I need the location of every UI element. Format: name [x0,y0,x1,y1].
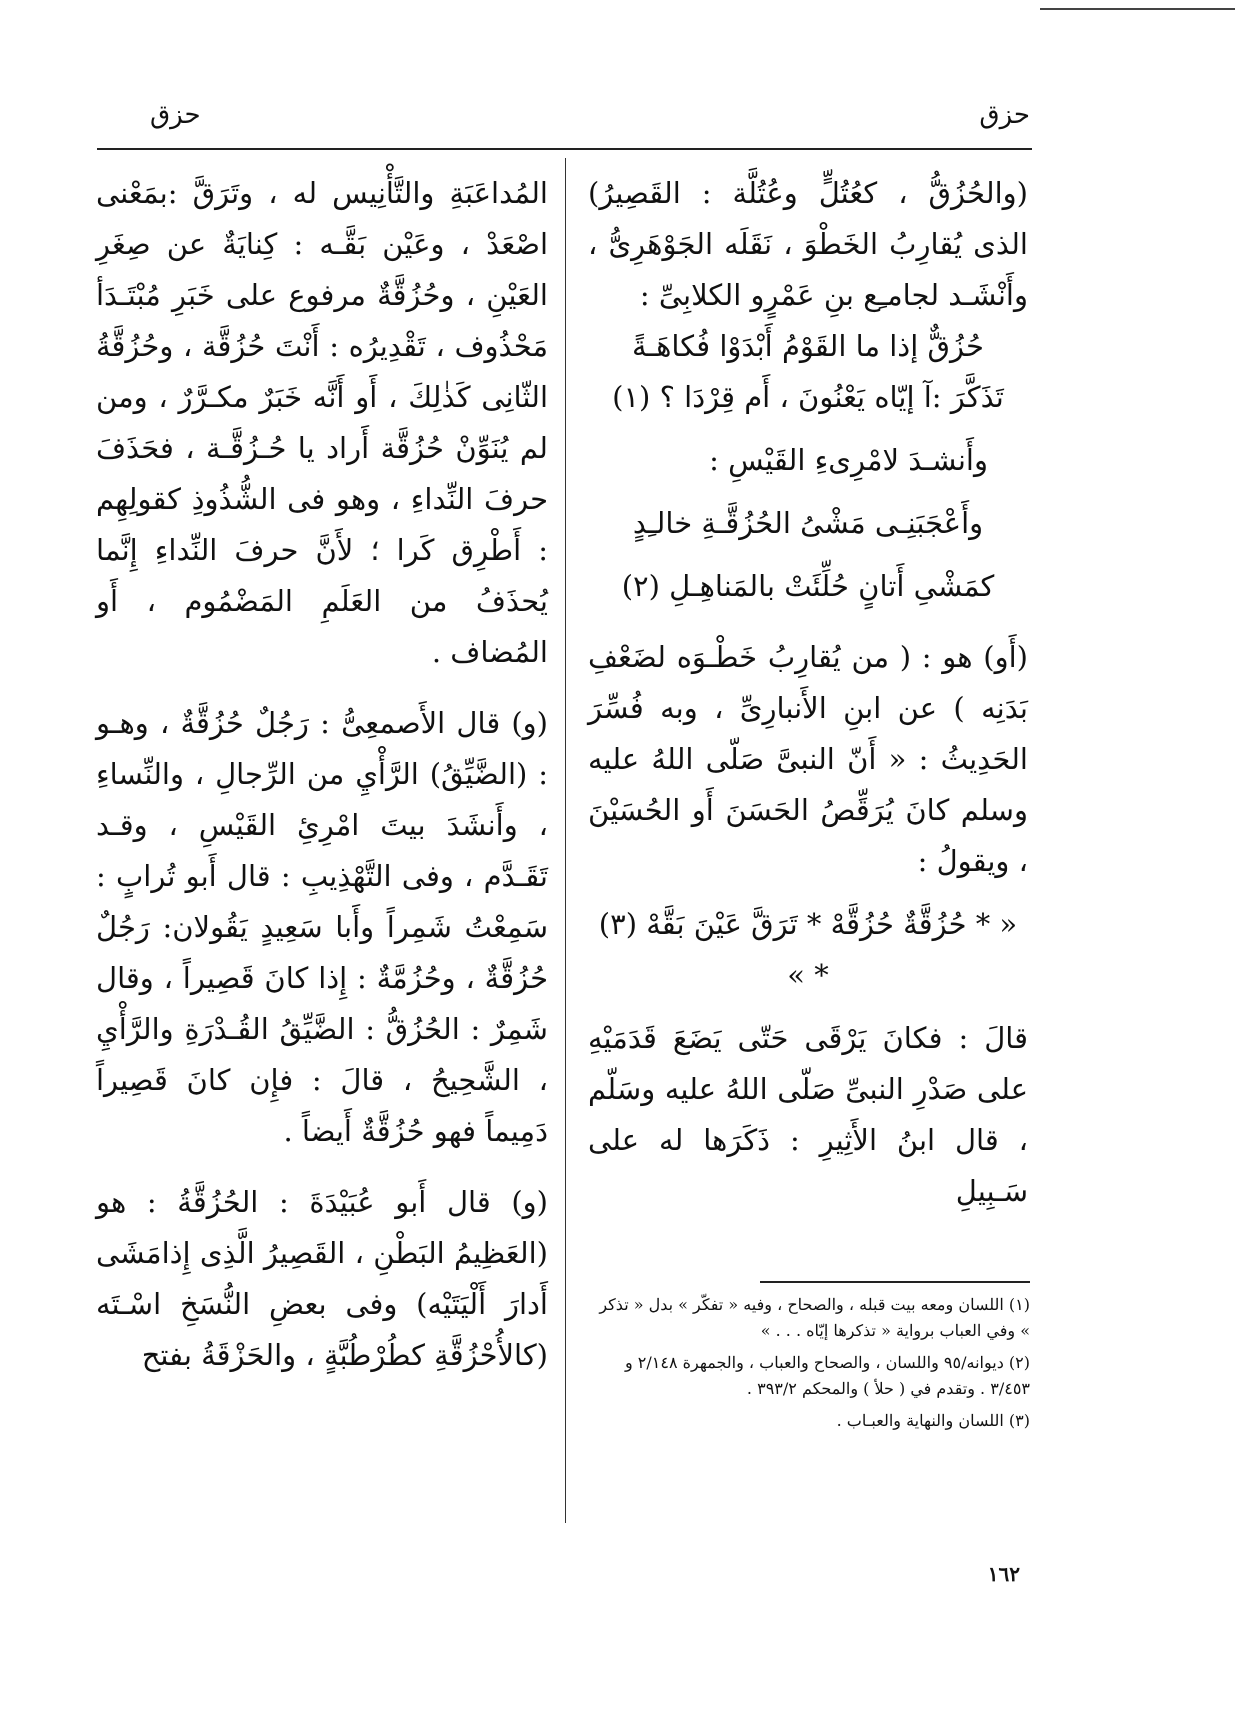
right-column [588,168,1028,1217]
footnote-2: (٢) ديوانه/٩٥ واللسان ، والصحاح والعباب ، والجمهرة ٢/١٤٨ و ٣/٤٥٣ . وتقدم في ( حلأ ) والمحكم ٣٩٣/٢ . [624,1353,1030,1398]
paragraph-abu-ubayda: (و) قال أَبو عُبَيْدَةَ : الحُزُقَّةُ : هو (العَظِيمُ البَطْنِ ، القَصِيرُ الَّذِى إِذامَشَى أَدارَ أَلْيَتَيْه) وفى بعضِ النُّسَخِ اسْـتَه (كالأُحْزُقَّةِ كطُرْطُبَّةٍ ، والحَزْقَةُ بفتح [96,1185,548,1372]
verse-1-second-hemistich: تَذَكَّرَ :آ إيّاه يَعْنُونَ ، أَم قِرْدَا ؟ (١) [612,380,1004,414]
footnotes [588,1292,1030,1440]
page-number: ١٦٢ [987,1562,1020,1586]
header-rule [97,148,1032,150]
verse-2-second-hemistich: كمَشْىِ أَتانٍ حُلِّئَتْ بالمَناهِـلِ (٢) [621,569,995,603]
entry-intro: (والحُزُقُّ ، كعُتُلٍّ وعُتُلَّة : القَصِيرُ) الذى يُقارِبُ الخَطْوَ ، نَقَلَه الجَوْهَرِىُّ ، وأَنْشَـد لجامـِع بنِ عَمْرٍو الكلابِىِّ : [588,176,1028,312]
verse-2-first-hemistich: وأَعْجَبَنِـى مَشْىُ الحُزُقَّـةِ خالـِدٍ [632,506,984,540]
verse-2-intro: وأَنشـدَ لامْرِىءِ القَيْسِ : [709,443,988,477]
footnote-rule [760,1281,1030,1283]
footnote-1: (١) اللسان ومعه بيت قبله ، والصحاح ، وفيه « تفكّر » بدل « تذكر » وفي العباب برواية « تذكرها إيّاه . . . » [599,1295,1030,1340]
running-header-right: حزق [979,100,1030,130]
paragraph-commentary: قالَ : فكانَ يَرْقَى حَتّى يَضَعَ قَدَمَيْهِ على صَدْرِ النبىِّ صَلّى اللهُ عليه وسَلّم ، قال ابنُ الأَثِيرِ : ذَكَرَها له على سَـبِيلِ [588,1021,1028,1208]
paragraph-hadith-intro: (أَو) هو : ( من يُقارِبُ خَطْـوَه لضَعْفِ بَدَنِه ) عن ابنِ الأَنبارِىِّ ، وبه فُسِّرَ الحَدِيثُ : « أَنّ النبىَّ صَلّى اللهُ عليه وسلم كانَ يُرَقِّصُ الحَسَنَ أَو الحُسَيْنَ ، ويقولُ : [588,640,1028,878]
footnote-3: (٣) اللسان والنهاية والعبـاب . [836,1411,1030,1430]
running-header-left: حزق [150,100,201,130]
paragraph-asmai: (و) قال الأَصمعِىُّ : رَجُلٌ حُزُقَّةٌ ، وهـو : (الضَّيِّقُ) الرَّأْيِ من الرِّجالِ ، والنِّساءِ ، وأَنشَدَ بيتَ امْرِئِ القَيْسِ ، وقـد تَقَـدَّم ، وفى التَّهْذِيبِ : قال أَبو تُرابٍ : سَمِعْتُ شَمِراً وأَبا سَعِيدٍ يَقُولان: رَجُلٌ حُزُقَّةٌ ، وحُزُمَّةٌ : إِذا كانَ قَصِيراً ، وقال شَمِرٌ : الحُزُقُّ : الضَّيِّقُ القُـدْرَةِ والرَّأْيِ ، الشَّحِيحُ ، قالَ : فإِن كانَ قَصِيراً دَمِيماً فهو حُزُقَّةٌ أَيضاً . [96,706,548,1148]
left-column [96,168,548,1381]
hadith-quote: « * حُزُقَّةٌ حُزُقَّهْ * تَرَقَّ عَيْنَ بَقَّهْ (٣) * » [598,907,1018,992]
paragraph-continuation: المُداعَبَةِ والتَّأْنِيس له ، وتَرَقَّ :بمَعْنى اصْعَدْ ، وعَيْن بَقَّـه : كِنايَةٌ عن صِغَرِ العَيْنِ ، وحُزُقَّةٌ مرفوع على خَبَرِ مُبْتَـدَأ مَحْذُوف ، تَقْدِيرُه : أَنْتَ حُزُقَّة ، وحُزُقَّةُ الثّانِى كَذٰلِكَ ، أَو أَنَّه خَبَرٌ مكـرَّرٌ ، ومن لم يُنَوِّنْ حُزُقَّة أَراد يا حُـزُقَّـة ، فحَذَفَ حرفَ النِّداءِ ، وهو فى الشُّذُوذِ كقولِهِم : أَطْرِق كَرا ؛ لأَنَّ حرفَ النِّداءِ إِنَّما يُحذَفُ من العَلَمِ المَضْمُوم ، أَو المُضاف . [96,176,548,669]
scan-edge-line [1040,8,1235,10]
column-separator [565,158,566,1523]
verse-1-first-hemistich: حُزُقٌّ إذا ما القَوْمُ أَبْدَوْا فُكاهَـةً [632,329,984,363]
